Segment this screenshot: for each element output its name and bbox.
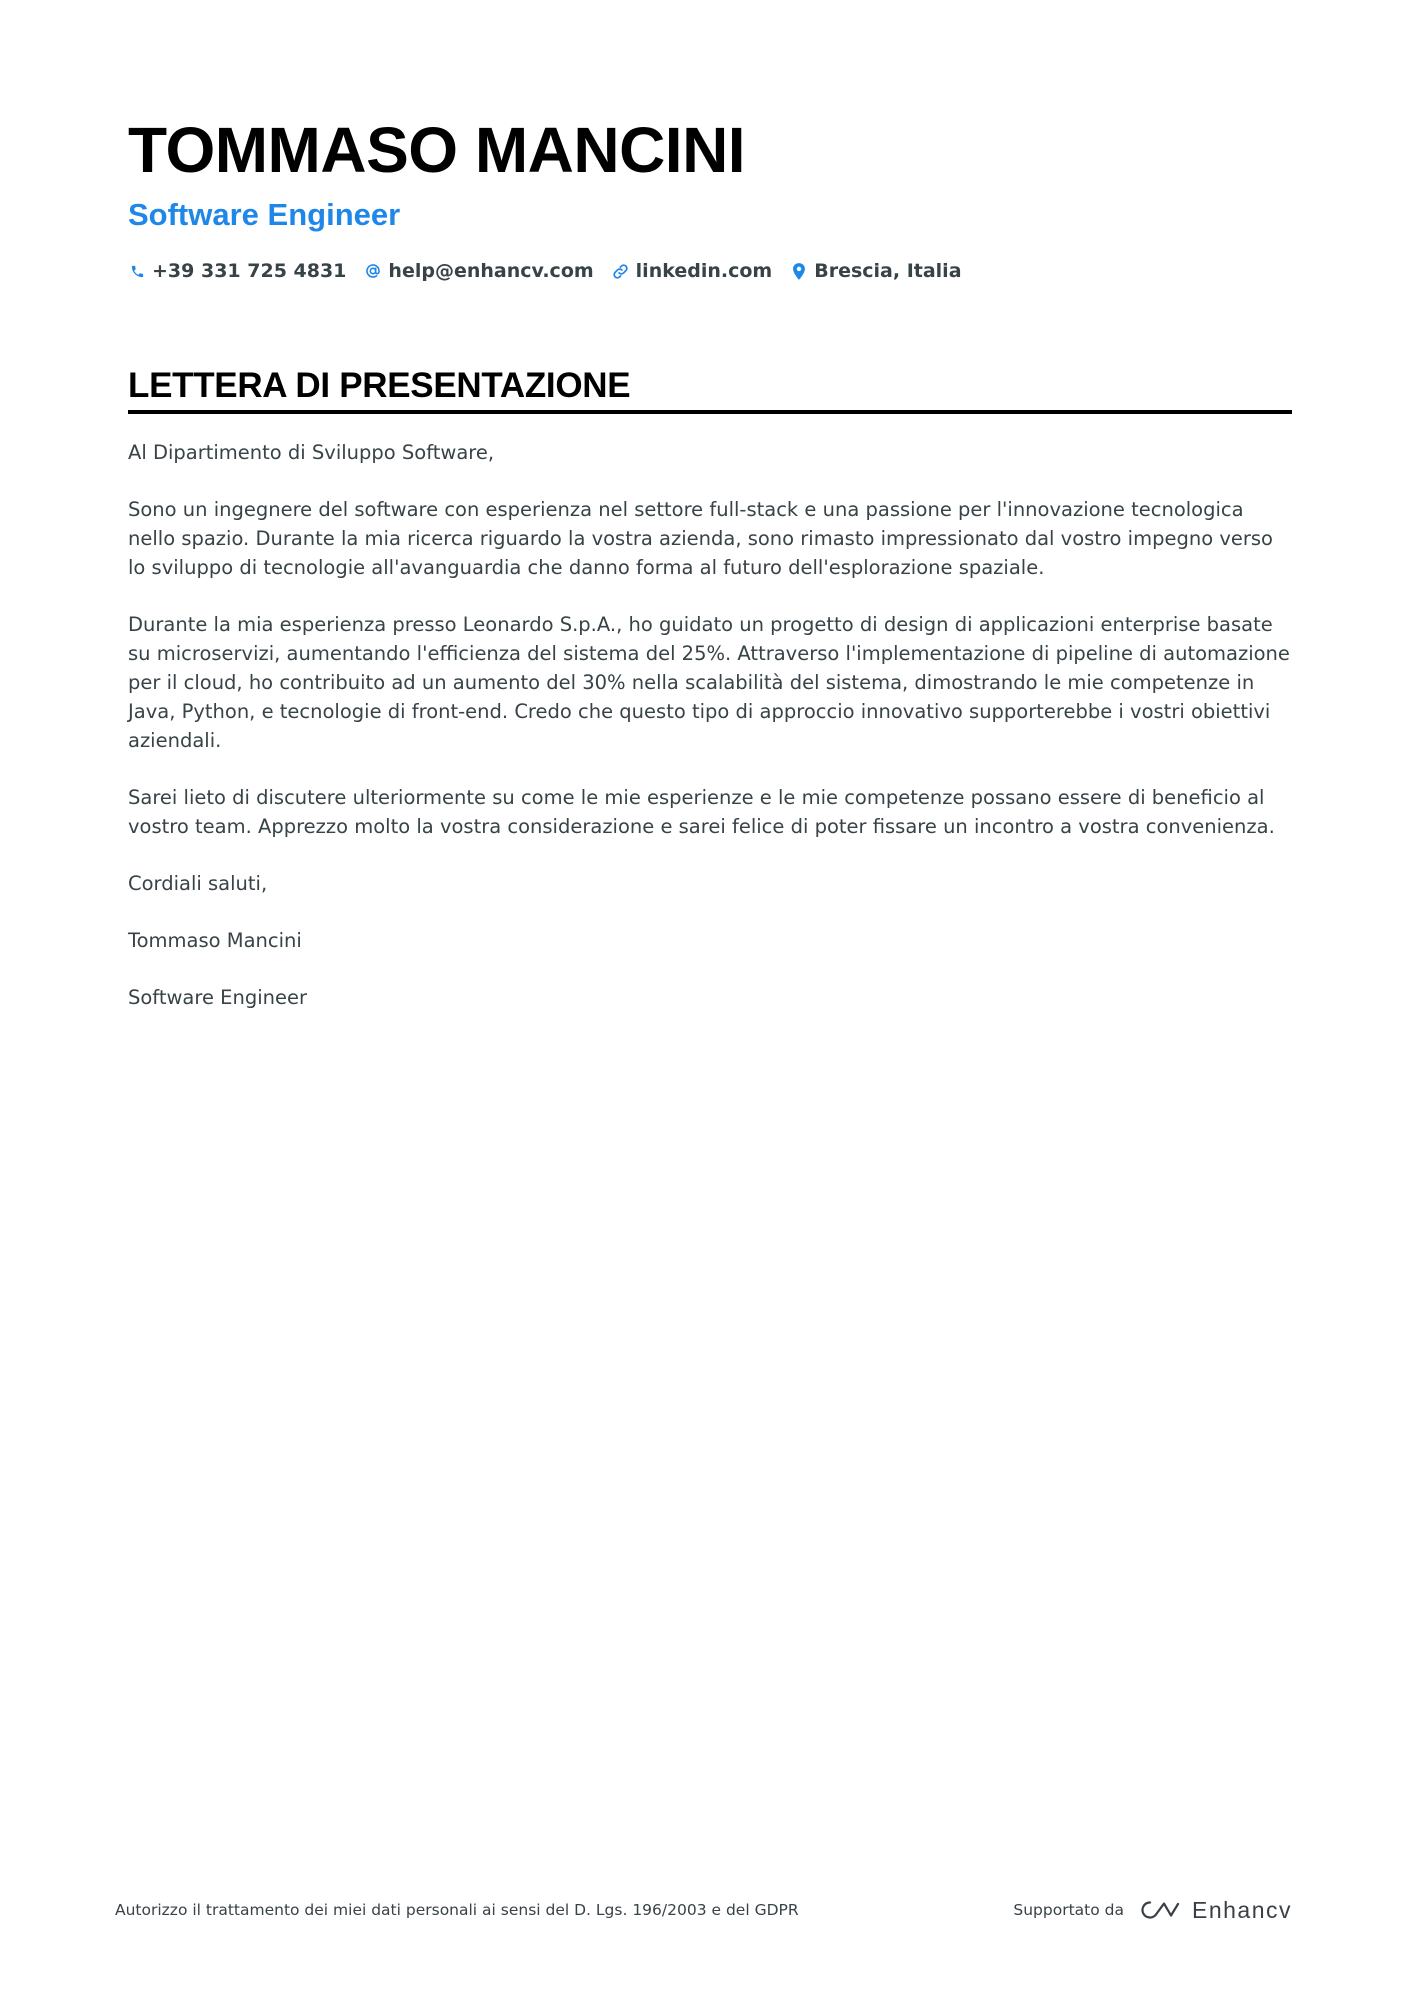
cover-letter-page — [128, 108, 1292, 1040]
section-heading: LETTERA DI PRESENTAZIONE — [128, 364, 1292, 414]
contact-linkedin-text: linkedin.com — [635, 260, 773, 282]
enhancv-logo-icon — [1136, 1898, 1182, 1922]
contact-phone-text: +39 331 725 4831 — [152, 260, 347, 282]
applicant-name: TOMMASO MANCINI — [128, 114, 746, 186]
contact-linkedin[interactable] — [612, 260, 773, 282]
link-icon — [612, 262, 630, 280]
enhancv-brand: Enhancv — [1191, 1896, 1292, 1923]
contact-location-text: Brescia, Italia — [814, 260, 962, 282]
letter-paragraph: Durante la mia esperienza presso Leonardo S.p.A., ho guidato un progetto di design di applicazioni enterprise basate su microservizi, aumentando l'efficienza del sistema del 25%. Attraverso l'implementazione di pipeline di automazione per il cloud, ho contribuito ad un aumento del 30% nella scalabilità del sistema, dimostrando le mie competenze in Java, Python, e tecnologie di front-end. Credo che questo tipo di approccio innovativo supporterebbe i vostri obiettivi aziendali. — [128, 613, 1290, 752]
contact-email-text: help@enhancv.com — [388, 260, 594, 282]
signature-name: Tommaso Mancini — [128, 929, 302, 952]
letter-closing: Cordiali saluti, — [128, 872, 268, 895]
letter-body — [128, 438, 1292, 1012]
letter-paragraph: Sono un ingegnere del software con esperienza nel settore full-stack e una passione per l'innovazione tecnologica nello spazio. Durante la mia ricerca riguardo la vostra azienda, sono rimasto impressionato dal vostro impegno verso lo sviluppo di tecnologie all'avanguardia che danno forma al futuro dell'esplorazione spaziale. — [128, 498, 1273, 579]
phone-icon — [128, 262, 146, 280]
contact-bar — [128, 256, 1292, 286]
page-footer — [115, 1892, 1292, 1928]
contact-phone[interactable] — [128, 260, 346, 282]
letter-greeting: Al Dipartimento di Sviluppo Software, — [128, 441, 495, 464]
job-title: Software Engineer — [128, 197, 401, 232]
signature-title: Software Engineer — [128, 986, 308, 1009]
powered-by-label: Supportato da — [1013, 1901, 1124, 1919]
powered-by[interactable] — [1013, 1897, 1292, 1924]
location-pin-icon — [790, 262, 808, 280]
contact-email[interactable] — [364, 260, 593, 282]
at-icon — [364, 262, 382, 280]
privacy-consent: Autorizzo il trattamento dei miei dati personali ai sensi del D. Lgs. 196/2003 e del GDPR — [115, 1901, 799, 1919]
contact-location — [790, 260, 961, 282]
letter-paragraph: Sarei lieto di discutere ulteriormente su come le mie esperienze e le mie competenze possano essere di beneficio al vostro team. Apprezzo molto la vostra considerazione e sarei felice di poter fissare un incontro a vostra convenienza. — [128, 786, 1275, 838]
